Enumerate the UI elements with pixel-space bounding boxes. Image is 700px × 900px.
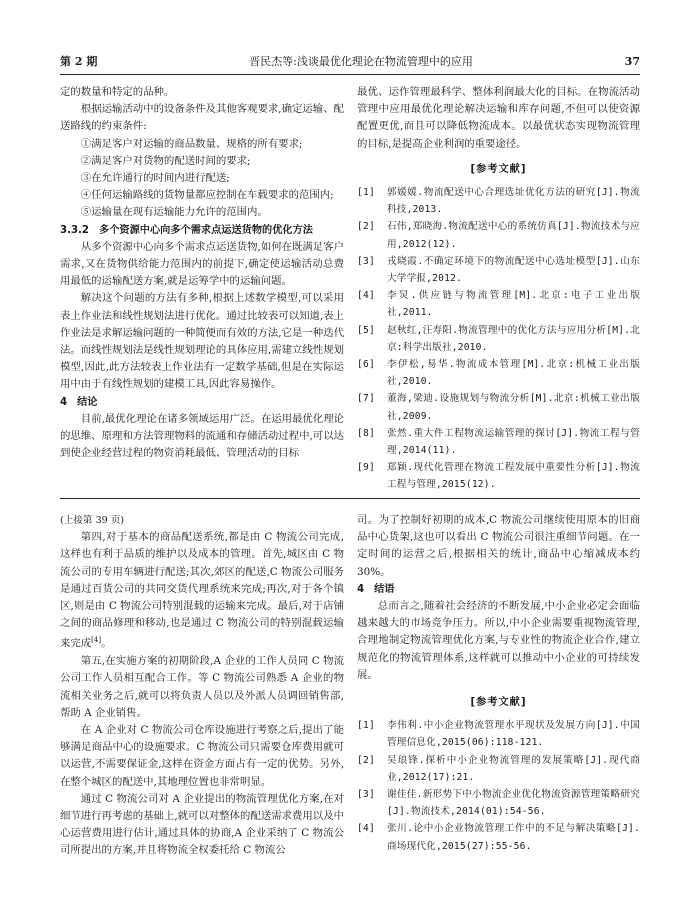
reference-number: [1]: [357, 720, 375, 732]
reference-text: 郑颖.现代化管理在物流工程发展中重要性分析[J].物流工程与管理,2015(12).: [387, 462, 640, 491]
paragraph: 定的数量和特定的品种。: [60, 86, 175, 98]
reference-number: [4]: [357, 823, 375, 835]
reference-number: [9]: [357, 462, 375, 474]
reference-text: 李炅.供应链与物流管理[M].北京:电子工业出版社,2011.: [387, 290, 640, 319]
reference-text: 谢佳佳.新形势下中小物流企业优化物流资源管理策略研究[J].物流技术,2014(01):54-56.: [387, 789, 640, 818]
reference-text: 李伊松,易华.物流成本管理[M].北京:机械工业出版社,2010.: [387, 359, 640, 388]
heading-number: 4: [357, 583, 365, 595]
reference-text: 吴琅锋.探析中小企业物流管理的发展策略[J].现代商业,2012(17):21.: [387, 754, 640, 783]
constraint-item: ①满足客户对运输的商品数量、规格的所有要求;: [80, 137, 303, 150]
paragraph: 目前,最优化理论在诸多领域运用广泛。在运用最优化理论的思维、原理和方法管理物料的流通和存储活动过程中,可以达到使企业经营过程的物资消耗最低、管理活动的目标: [60, 412, 344, 460]
paragraph: 根据运输活动中的设备条件及其他客观要求,确定运输、配送路线的约束条件:: [60, 103, 344, 133]
constraint-item: ⑤运输量在现有运输能力允许的范围内。: [80, 206, 268, 219]
running-header: [60, 50, 640, 72]
reference-item: [357, 425, 640, 459]
reference-item: [357, 356, 640, 390]
reference-number: [8]: [357, 427, 375, 439]
section-heading: [60, 394, 344, 411]
references-title: [参考文献]: [470, 163, 527, 175]
running-title: 晋民杰等:浅谈最优化理论在物流管理中的应用: [249, 55, 473, 68]
reference-item: [357, 717, 640, 751]
reference-number: [7]: [357, 393, 375, 405]
section-subheading: [60, 222, 344, 239]
continued-article-right-column: [357, 512, 640, 855]
reference-text: 石伟,郑晓海.物流配送中心的系统仿真[J].物流技术与应用,2012(12).: [387, 221, 640, 250]
constraint-item: ④任何运输路线的货物量都应控制在车载要求的范围内;: [80, 189, 334, 202]
reference-number: [1]: [357, 187, 375, 199]
reference-list: [357, 717, 640, 855]
article-body-left-column: [60, 84, 344, 462]
page-number: 37: [624, 54, 640, 68]
paragraph: 第五,在实施方案的初期阶段,A 企业的工作人员同 C 物流公司工作人员相互配合工作。等 C 物流公司熟悉 A 企业的物流相关业务之后,就可以将负责人员以及外派人员调回销售部,帮助 A 企业销售。: [60, 655, 344, 719]
heading-text: 结论: [77, 396, 98, 408]
issue-label: 第 2 期: [60, 55, 98, 68]
section-heading: [357, 581, 640, 598]
paragraph: [60, 529, 344, 653]
paragraph: 最优、运作管理最科学、整体利润最大化的目标。在物流活动管理中应用最优化理论解决运输和库存问题,不但可以使资源配置更优,而且可以降低物流成本。以最优状态实现物流管理的目标,是提高企业利润的重要途径。: [357, 86, 640, 150]
reference-text: 戎晓霞.不确定环境下的物流配送中心选址模型[J].山东大学学报,2012.: [387, 255, 640, 285]
article-body-right-column: [357, 84, 640, 494]
reference-item: [357, 459, 640, 493]
reference-number: [2]: [357, 221, 375, 233]
subheading-text: 多个资源中心向多个需求点运送货物的优化方法: [99, 224, 313, 236]
article-divider: [60, 498, 640, 499]
paragraph: 司。为了控制好初期的成本,C 物流公司继续使用原本的旧商品中心货架,这也可以看出 C 物流公司很注重细节问题。在一定时间的运营之后,根据相关的统计,商品中心缩减成本约 30%。: [357, 514, 640, 578]
reference-item: [357, 786, 640, 820]
reference-item: [357, 218, 640, 252]
paragraph: 在 A 企业对 C 物流公司仓库设施进行考察之后,提出了能够满足商品中心的设施要求。C 物流公司只需要仓库费用就可以运营,不需要保证金,这样在资金方面占有一定的优势。另外,在整个城区的配送中,其地理位置也非常明显。: [60, 723, 344, 788]
constraint-item: ③在允许通行的时间内进行配送;: [80, 172, 230, 185]
header-rule: [60, 74, 640, 75]
reference-number: [5]: [357, 324, 375, 336]
reference-item: [357, 253, 640, 287]
heading-number: 4: [60, 396, 68, 408]
subheading-number: 3.3.2: [60, 224, 90, 236]
reference-text: 李伟利.中小企业物流管理水平现状及发展方向[J].中国管理信息化,2015(06):118-121.: [387, 720, 640, 749]
reference-item: [357, 322, 640, 356]
paragraph: 解决这个问题的方法有多种,根据上述数学模型,可以采用表上作业法和线性规划法进行优化。通过比较表可以知道,表上作业法是求解运输问题的一种简便而有效的方法,它是一种迭代法。而线性规划法是线性规划理论的具体应用,需建立线性规划模型,因此,此方法较表上作业法有一定数学基础,但是在实际运用中由于有线性规划的建模工具,因此容易操作。: [60, 292, 344, 391]
paragraph-text: 第四,对于基本的商品配送系统,都是由 C 物流公司完成,这样也有利于品质的维护以及成本的管理。首先,城区由 C 物流公司的专用车辆进行配送;其次,郊区的配送,C 物流公司服务是通过百货公司的共同交货代理系统来完成;再次,对于各个镇区,则是由 C 物流公司特别混载的运输来完成。最后,对于店铺之间的商品修理和移动,也是通过 C 物流公司的特别混载运输来完成: [60, 531, 344, 650]
reference-number: [3]: [357, 255, 375, 267]
reference-number: [4]: [357, 290, 375, 302]
constraint-item: ②满足客户对货物的配送时间的要求;: [80, 154, 251, 167]
reference-text: 董海,梁迪.设施规划与物流分析[M].北京:机械工业出版社,2009.: [387, 393, 640, 422]
reference-list: [357, 184, 640, 494]
reference-item: [357, 287, 640, 321]
reference-number: [3]: [357, 789, 375, 801]
citation-marker: [4]: [91, 636, 102, 645]
reference-item: [357, 390, 640, 424]
reference-text: 郭媛媛.物流配送中心合理选址优化方法的研究[J].物流科技,2013.: [387, 187, 640, 216]
reference-item: [357, 820, 640, 854]
reference-item: [357, 184, 640, 218]
reference-number: [6]: [357, 359, 375, 371]
reference-number: [2]: [357, 754, 375, 766]
reference-text: 张川.论中小企业物流管理工作中的不足与解决策略[J].商场现代化,2015(27):55-56.: [387, 823, 640, 852]
paragraph: 总而言之,随着社会经济的不断发展,中小企业必定会面临越来越大的市场竞争压力。所以,中小企业需要重视物流管理,合理地制定物流管理优化方案,与专业性的物流企业合作,建立规范化的物流管理体系,这样就可以推动中小企业的可持续发展。: [357, 600, 640, 681]
continued-article-left-column: [60, 512, 344, 860]
reference-item: [357, 752, 640, 786]
continued-note: (上接第 39 页): [60, 515, 125, 526]
paragraph: 通过 C 物流公司对 A 企业提出的物流管理优化方案,在对细节进行再考虑的基础上,就可以对整体的配送需求费用以及中心运营费用进行估计,通过具体的协商,A 企业采纳了 C 物流公司所提出的方案,并且将物流全权委托给 C 物流公: [60, 792, 344, 857]
heading-text: 结语: [374, 583, 395, 595]
reference-text: 赵秋红,汪寿阳.物流管理中的优化方法与应用分析[M].北京:科学出版社,2010.: [387, 324, 640, 353]
paragraph-end: 。: [101, 637, 112, 650]
reference-text: 张然.重大件工程物流运输管理的探讨[J].物流工程与管理,2014(11).: [387, 427, 640, 457]
references-title: [参考文献]: [470, 697, 527, 709]
paragraph: 从多个资源中心向多个需求点运送货物,如何在既满足客户需求,又在货物供给能力范围内的前提下,确定使运输活动总费用最低的运输配送方案,就是运筹学中的运输问题。: [60, 240, 344, 288]
